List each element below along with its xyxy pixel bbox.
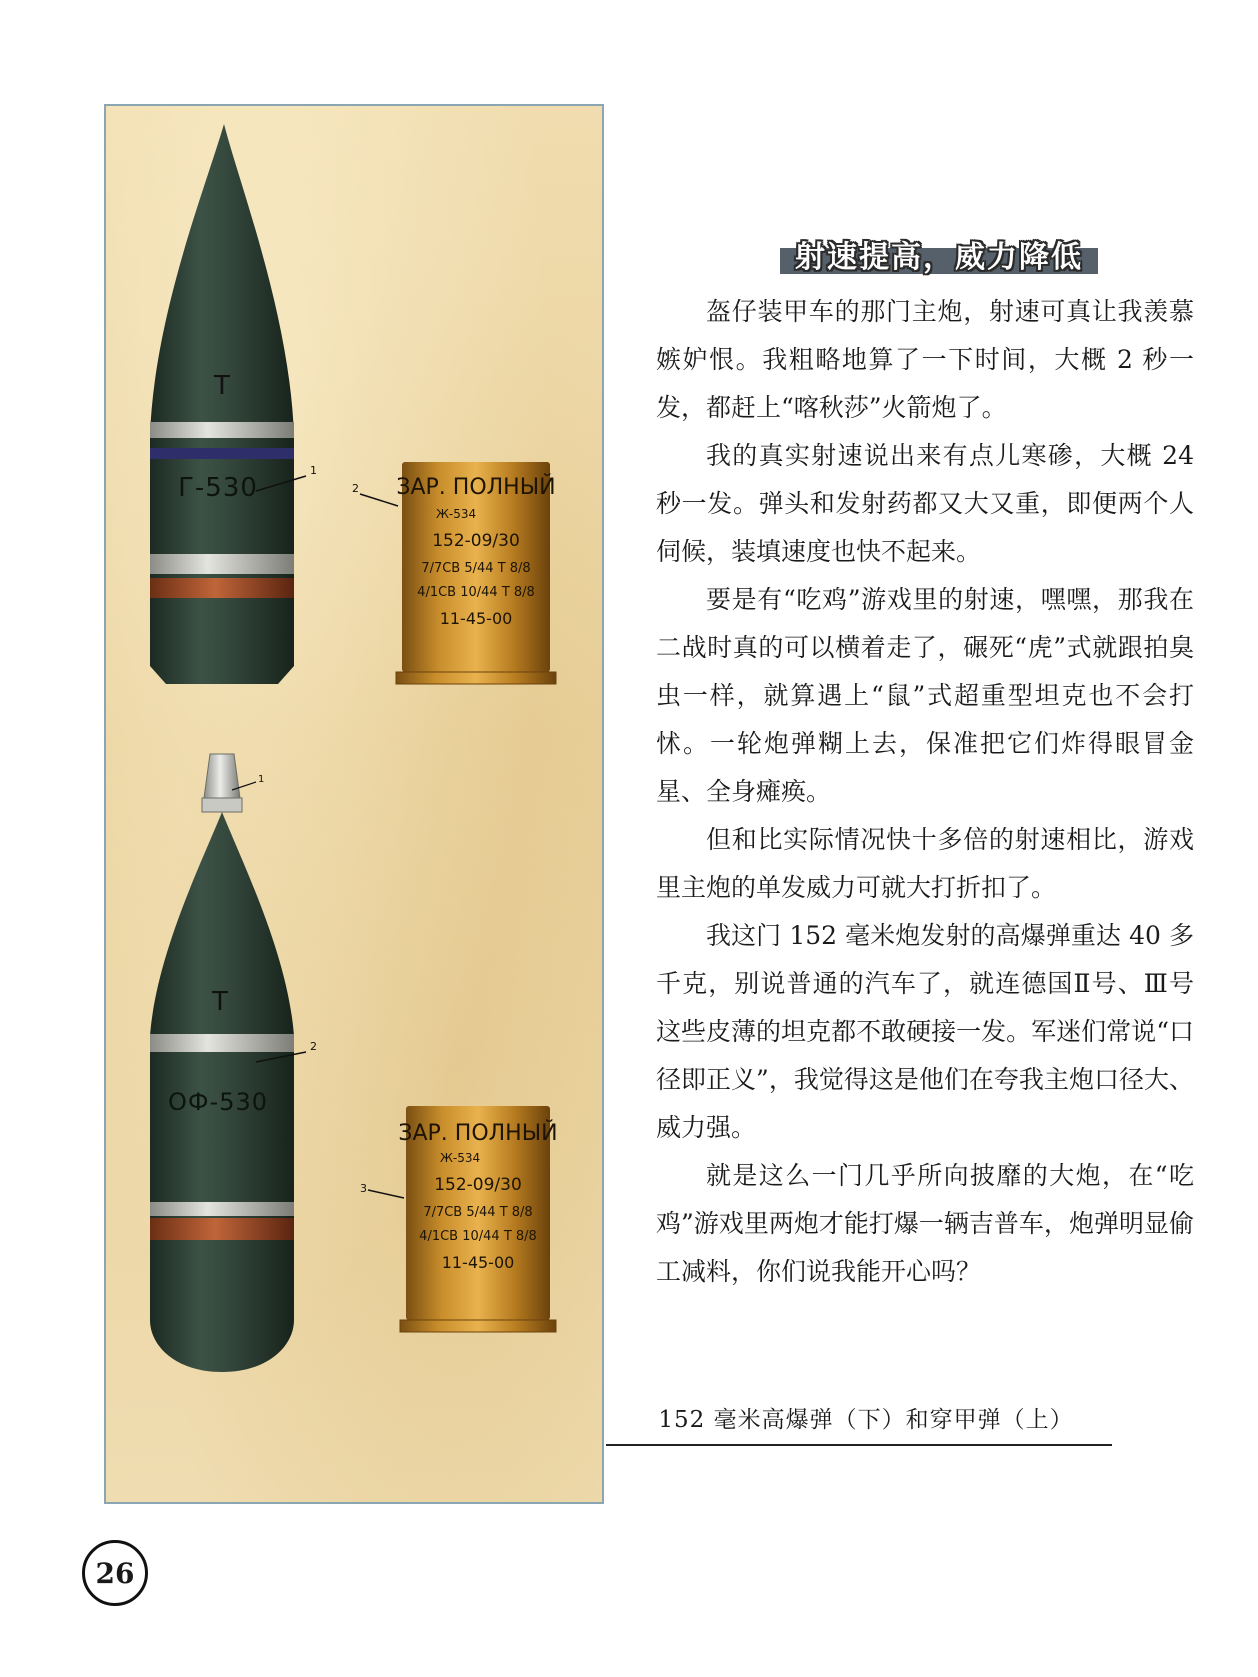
lower-cartridge-case bbox=[360, 1106, 558, 1332]
paragraph: 盔仔装甲车的那门主炮，射速可真让我羡慕嫉妒恨。我粗略地算了一下时间，大概 2 秒一发，都赶上“喀秋莎”火箭炮了。 bbox=[656, 297, 1194, 422]
lower-shell bbox=[150, 754, 317, 1372]
paragraph: 我的真实射速说出来有点儿寒碜，大概 24 秒一发。弹头和发射药都又大又重，即便两个人伺候，装填速度也快不起来。 bbox=[656, 441, 1194, 566]
upper-shell-nose-letter: Т bbox=[214, 371, 230, 401]
caption-rule bbox=[606, 1444, 1112, 1446]
paragraph: 但和比实际情况快十多倍的射速相比，游戏里主炮的单发威力可就大打折扣了。 bbox=[656, 825, 1194, 902]
lower-case-line-6: 11-45-00 bbox=[441, 1253, 515, 1272]
lower-shell-fuze-callout: 1 bbox=[258, 774, 265, 785]
figure-caption: 152 毫米高爆弹（下）和穿甲弹（上） bbox=[658, 1407, 1074, 1433]
upper-case-line-6: 11-45-00 bbox=[439, 609, 513, 628]
upper-shell-marking: Г-530 bbox=[178, 473, 258, 503]
section-heading-text: 射速提高，威力降低 bbox=[795, 240, 1083, 275]
paragraph: 要是有“吃鸡”游戏里的射速，嘿嘿，那我在二战时真的可以横着走了，碾死“虎”式就跟拍臭虫一样，就算遇上“鼠”式超重型坦克也不会打怵。一轮炮弹糊上去，保准把它们炸得眼冒金星、全身瘫痪。 bbox=[656, 585, 1194, 806]
upper-case-line-1: ЗАР. ПОЛНЫЙ bbox=[396, 475, 556, 500]
illustration-panel bbox=[104, 104, 604, 1504]
page-number: 26 bbox=[82, 1540, 148, 1606]
upper-shell-callout: 1 bbox=[310, 464, 317, 477]
lower-case-callout: 3 bbox=[360, 1182, 367, 1195]
paragraph: 就是这么一门几乎所向披靡的大炮，在“吃鸡”游戏里两炮才能打爆一辆吉普车，炮弹明显偷工减料，你们说我能开心吗？ bbox=[656, 1161, 1194, 1286]
upper-case-callout: 2 bbox=[352, 482, 359, 495]
shell-illustration bbox=[106, 106, 606, 1506]
lower-case-line-5: 4/1СВ 10/44 Т 8/8 bbox=[419, 1229, 537, 1244]
lower-shell-marking: ОФ-530 bbox=[167, 1088, 269, 1116]
upper-cartridge-case bbox=[352, 462, 556, 684]
upper-case-line-2: Ж-534 bbox=[436, 507, 477, 521]
lower-case-line-1: ЗАР. ПОЛНЫЙ bbox=[398, 1121, 558, 1146]
section-heading bbox=[780, 236, 1098, 276]
upper-case-line-3: 152-09/30 bbox=[432, 531, 520, 551]
lower-case-line-3: 152-09/30 bbox=[434, 1175, 522, 1195]
lower-case-line-4: 7/7СВ 5/44 Т 8/8 bbox=[423, 1205, 533, 1220]
article-body bbox=[656, 288, 1194, 1296]
upper-case-line-5: 4/1СВ 10/44 Т 8/8 bbox=[417, 585, 535, 600]
upper-shell bbox=[150, 124, 317, 684]
upper-case-line-4: 7/7СВ 5/44 Т 8/8 bbox=[421, 561, 531, 576]
lower-shell-nose-letter: Т bbox=[212, 987, 228, 1017]
lower-shell-callout: 2 bbox=[310, 1040, 317, 1053]
lower-case-line-2: Ж-534 bbox=[440, 1151, 481, 1165]
paragraph: 我这门 152 毫米炮发射的高爆弹重达 40 多千克，别说普通的汽车了，就连德国Ⅱ号、Ⅲ号这些皮薄的坦克都不敢硬接一发。军迷们常说“口径即正义”，我觉得这是他们在夸我主炮口径大、威力强。 bbox=[656, 921, 1194, 1142]
